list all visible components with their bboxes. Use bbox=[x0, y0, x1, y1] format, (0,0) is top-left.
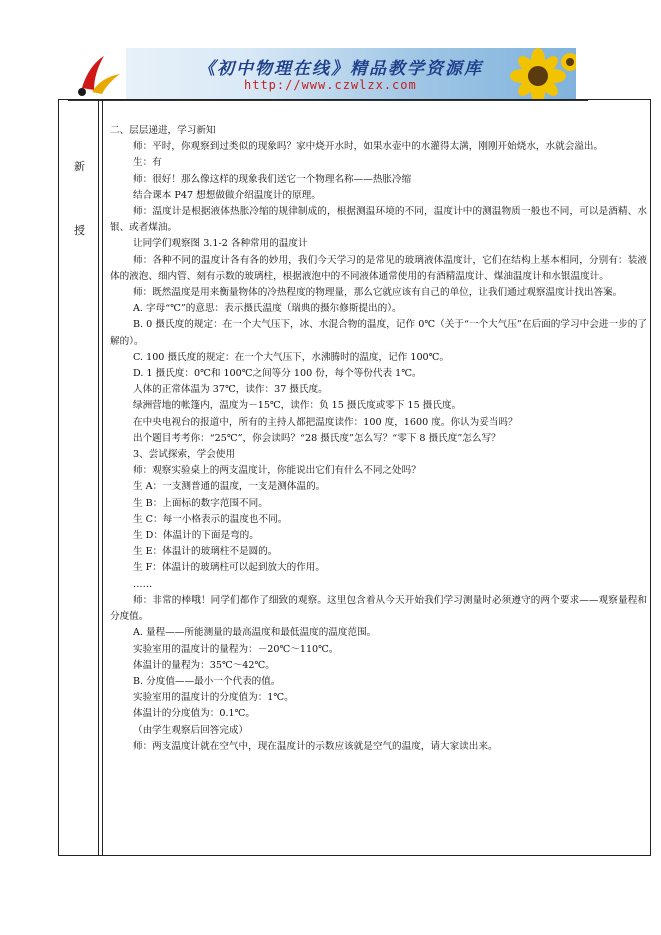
content-line: D. 1 摄氏度：0℃和 100℃之间等分 100 份，每个等份代表 1℃。 bbox=[133, 368, 422, 380]
banner-title: 《初中物理在线》精品教学资源库 bbox=[198, 59, 483, 79]
content-line: 生 D：体温计的下面是弯的。 bbox=[133, 530, 259, 542]
content-line: 生 E：体温计的玻璃柱不是圆的。 bbox=[133, 546, 278, 558]
content-line: 实验室用的温度计的分度值为：1℃。 bbox=[133, 692, 294, 704]
content-line: 绿洲营地的帐篷内，温度为－15℃，读作：负 15 摄氏度或零下 15 摄氏度。 bbox=[133, 400, 462, 412]
content-line: （由学生观察后回答完成） bbox=[133, 724, 249, 736]
content-line: 在中央电视台的报道中，所有的主持人都把温度读作：100 度，1600 度。你认为妥当吗？ bbox=[133, 416, 518, 428]
banner-url[interactable]: http://www.czwlzx.com bbox=[244, 78, 417, 92]
content-line: 生 F：体温计的玻璃柱可以起到放大的作用。 bbox=[133, 562, 325, 574]
content-line: A. 字母“℃”的意思：表示摄氏温度（瑞典的摄尔修斯提出的）。 bbox=[133, 303, 402, 315]
side-label-xin: 新 bbox=[74, 160, 85, 173]
lesson-content bbox=[110, 123, 647, 755]
sunflower-image bbox=[476, 48, 576, 100]
content-line: C. 100 摄氏度的规定：在一个大气压下，水沸腾时的温度，记作 100℃。 bbox=[133, 351, 449, 363]
content-line: 师：很好！那么像这样的现象我们送它一个物理名称——热胀冷缩 bbox=[133, 173, 412, 185]
content-line: 生 C：每一小格表示的温度也不同。 bbox=[133, 513, 288, 525]
content-line: 生 A：一支测普通的温度，一支是测体温的。 bbox=[133, 481, 326, 493]
content-line: 让同学们观察图 3.1-2 各种常用的温度计 bbox=[133, 238, 308, 250]
content-line: 师：各种不同的温度计各有各的妙用，我们今天学习的是常见的玻璃液体温度计，它们在结构上基本相同，分别有：装液体的液泡、细内管、刻有示数的玻璃柱，根据液泡中的不同液体通常使用的有酒精温度计、煤油温度计和水银温度计。 bbox=[110, 254, 647, 282]
header-banner bbox=[68, 48, 576, 100]
content-line: 生 B：上面标的数字范围不同。 bbox=[133, 497, 268, 509]
content-line: 生：有 bbox=[133, 157, 162, 169]
content-line: 师：非常的棒哦！同学们都作了细致的观察。这里包含着从今天开始我们学习测量时必须遵守的两个要求——观察量程和分度值。 bbox=[110, 594, 647, 623]
content-line: 体温计的分度值为：0.1℃。 bbox=[133, 708, 255, 720]
table-column-divider bbox=[98, 99, 99, 856]
table-column-divider-inner bbox=[102, 99, 103, 856]
content-line: 师：两支温度计就在空气中，现在温度计的示数应该就是空气的温度，请大家读出来。 bbox=[133, 740, 498, 752]
side-label-shou: 授 bbox=[74, 224, 85, 237]
content-line: 人体的正常体温为 37℃，读作：37 摄氏度。 bbox=[133, 384, 328, 396]
site-logo bbox=[68, 48, 126, 100]
content-line: B. 分度值——最小一个代表的值。 bbox=[133, 675, 281, 687]
content-line: 体温计的量程为：35℃～42℃。 bbox=[133, 659, 275, 671]
content-line: 结合课本 P47 想想做做介绍温度计的原理。 bbox=[133, 189, 321, 201]
content-line: 3、尝试探索，学会使用 bbox=[133, 449, 236, 461]
content-line: …… bbox=[133, 578, 153, 590]
content-line: A. 量程——所能测量的最高温度和最低温度的温度范围。 bbox=[133, 627, 377, 639]
content-line: B. 0 摄氏度的规定：在一个大气压下，冰、水混合物的温度，记作 0℃（关于“一个大气压”在后面的学习中会进一步的了解的）。 bbox=[110, 319, 647, 347]
content-line: 师：既然温度是用来衡量物体的冷热程度的物理量，那么它就应该有自己的单位，让我们通过观察温度计找出答案。 bbox=[133, 287, 623, 299]
content-line: 师：温度计是根据液体热胀冷缩的规律制成的，根据测温环境的不同，温度计中的测温物质一般也不同，可以是酒精、水银、或者煤油。 bbox=[110, 206, 647, 234]
content-line: 出个题目考考你：“25℃”，你会读吗？“28 摄氏度”怎么写？“零下 8 摄氏度”怎么写？ bbox=[133, 432, 501, 444]
content-line: 实验室用的温度计的量程为：－20℃～110℃。 bbox=[133, 643, 339, 655]
content-line: 二、层层递进，学习新知 bbox=[110, 125, 216, 136]
content-line: 师：观察实验桌上的两支温度计，你能说出它们有什么不同之处吗？ bbox=[133, 465, 421, 477]
content-line: 师：平时，你观察到过类似的现象吗？家中烧开水时，如果水壶中的水灌得太满，刚刚开始烧水，水就会溢出。 bbox=[133, 141, 604, 153]
